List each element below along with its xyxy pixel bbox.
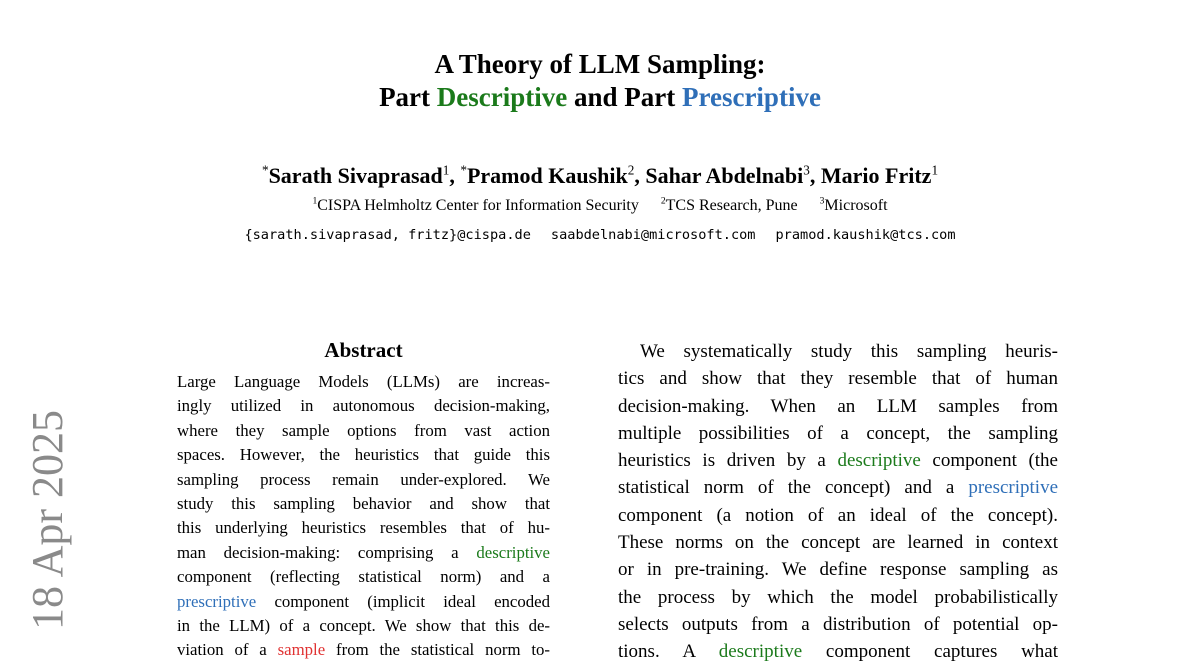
- email-list: [0, 225, 1200, 245]
- abstract-line: [177, 565, 550, 589]
- abstract-line: [177, 516, 550, 540]
- text-segment: component (reflecting statistical norm) and a: [177, 567, 550, 587]
- text-segment: Large Language Models (LLMs) are increas-: [177, 372, 550, 391]
- abstract-body: [177, 370, 550, 663]
- abstract-line: [177, 468, 550, 492]
- title-descriptive: Descriptive: [436, 82, 568, 112]
- author-email: pramod.kaushik@tcs.com: [775, 227, 956, 243]
- author-affiliation-number: 1: [931, 162, 939, 178]
- author-name: Sahar Abdelnabi: [645, 163, 804, 188]
- affiliation-number: 2: [660, 195, 666, 207]
- author-separator: ,: [449, 163, 461, 188]
- author-affiliation-number: 1: [442, 162, 450, 178]
- body-text-line: [618, 420, 1058, 447]
- text-segment: component (a notion of an ideal of the concept).: [618, 504, 1058, 526]
- text-segment: viation of a: [177, 640, 278, 660]
- abstract-line: [177, 419, 550, 443]
- text-segment: tics and show that they resemble that of human: [618, 368, 1058, 390]
- body-text-line: [618, 502, 1058, 529]
- highlighted-term: prescriptive: [177, 591, 257, 611]
- text-segment: tions. A: [618, 641, 719, 663]
- affiliation-name: CISPA Helmholtz Center for Information Security: [317, 197, 639, 214]
- author-affiliation-number: 2: [627, 162, 635, 178]
- body-text-line: [618, 365, 1058, 392]
- abstract-line: [177, 638, 550, 662]
- author-separator: ,: [634, 163, 646, 188]
- text-segment: ingly utilized in autonomous decision-making,: [177, 396, 550, 416]
- author-email: saabdelnabi@microsoft.com: [550, 227, 756, 243]
- text-segment: multiple possibilities of a concept, the sampling: [618, 422, 1058, 444]
- arxiv-date-stamp: 18 Apr 2025: [23, 410, 72, 630]
- body-text-line: [618, 611, 1058, 638]
- author: [821, 163, 938, 188]
- abstract-line: [177, 443, 550, 467]
- title-and-part-text: and Part: [567, 82, 682, 112]
- highlighted-term: sample: [277, 640, 326, 660]
- highlighted-term: descriptive: [837, 450, 921, 472]
- text-segment: this underlying heuristics resembles that of hu-: [177, 518, 550, 538]
- author-separator: ,: [809, 163, 821, 188]
- body-text-line: [618, 556, 1058, 583]
- text-segment: selects outputs from a distribution of potential op-: [618, 613, 1058, 635]
- text-segment: spaces. However, the heuristics that guide this: [177, 445, 550, 465]
- title-part-text: Part: [379, 82, 437, 112]
- affiliation-list: [0, 195, 1200, 217]
- text-segment: component captures what: [802, 641, 1058, 663]
- text-segment: where they sample options from vast action: [177, 420, 550, 440]
- text-segment: the process by which the model probabilistically: [618, 586, 1058, 608]
- body-text-line: [618, 393, 1058, 420]
- body-text-line: [618, 338, 1058, 365]
- body-text-line: [618, 447, 1058, 474]
- text-segment: in the LLM) of a concept. We show that this de-: [177, 615, 550, 635]
- equal-contribution-mark: *: [460, 162, 467, 178]
- text-segment: study this sampling behavior and show that: [177, 493, 550, 513]
- body-text-line: [618, 584, 1058, 611]
- author-name: Pramod Kaushik: [466, 163, 628, 188]
- text-segment: These norms on the concept are learned in context: [618, 532, 1058, 554]
- abstract-line: [177, 590, 550, 614]
- text-segment: sampling process remain under-explored. We: [177, 469, 550, 489]
- author: [645, 163, 821, 188]
- affiliation: [820, 197, 888, 214]
- text-segment: man decision-making: comprising a: [177, 542, 477, 562]
- affiliation: [661, 197, 798, 214]
- text-segment: or in pre-training. We define response sampling as: [618, 559, 1058, 581]
- right-column-body: [618, 338, 1058, 666]
- affiliation-name: TCS Research, Pune: [665, 197, 798, 214]
- abstract-heading: Abstract: [324, 338, 403, 362]
- abstract-line: [177, 394, 550, 418]
- author-name: Mario Fritz: [820, 163, 932, 188]
- paper-title-line-2: [0, 81, 1200, 114]
- author-list: [0, 162, 1200, 190]
- text-segment: heuristics is driven by a: [618, 450, 838, 472]
- highlighted-term: descriptive: [718, 641, 803, 663]
- abstract-line: [177, 614, 550, 638]
- text-segment: We systematically study this sampling heuris-: [640, 341, 1058, 362]
- abstract-line: [177, 492, 550, 516]
- highlighted-term: descriptive: [476, 542, 550, 562]
- affiliation-number: 1: [312, 195, 318, 207]
- author-name: Sarath Sivaprasad: [268, 163, 443, 188]
- paper-title-line-1: A Theory of LLM Sampling:: [434, 49, 766, 79]
- body-text-line: [618, 638, 1058, 665]
- equal-contribution-mark: *: [261, 162, 269, 178]
- author: [262, 163, 460, 188]
- title-prescriptive: Prescriptive: [681, 82, 821, 112]
- affiliation: [312, 197, 638, 214]
- text-segment: decision-making. When an LLM samples from: [618, 395, 1058, 417]
- author: [460, 163, 645, 188]
- highlighted-term: prescriptive: [968, 477, 1058, 499]
- author-email: {sarath.sivaprasad, fritz}@cispa.de: [244, 227, 531, 243]
- abstract-line: [177, 541, 550, 565]
- affiliation-number: 3: [819, 195, 825, 207]
- text-segment: statistical norm of the concept) and a: [618, 477, 969, 499]
- text-segment: component (the: [920, 450, 1058, 472]
- text-segment: from the statistical norm to-: [325, 640, 550, 660]
- author-affiliation-number: 3: [803, 162, 810, 178]
- text-segment: component (implicit ideal encoded: [256, 591, 550, 611]
- body-text-line: [618, 529, 1058, 556]
- body-text-line: [618, 474, 1058, 501]
- affiliation-name: Microsoft: [824, 197, 888, 214]
- abstract-line: [177, 370, 550, 394]
